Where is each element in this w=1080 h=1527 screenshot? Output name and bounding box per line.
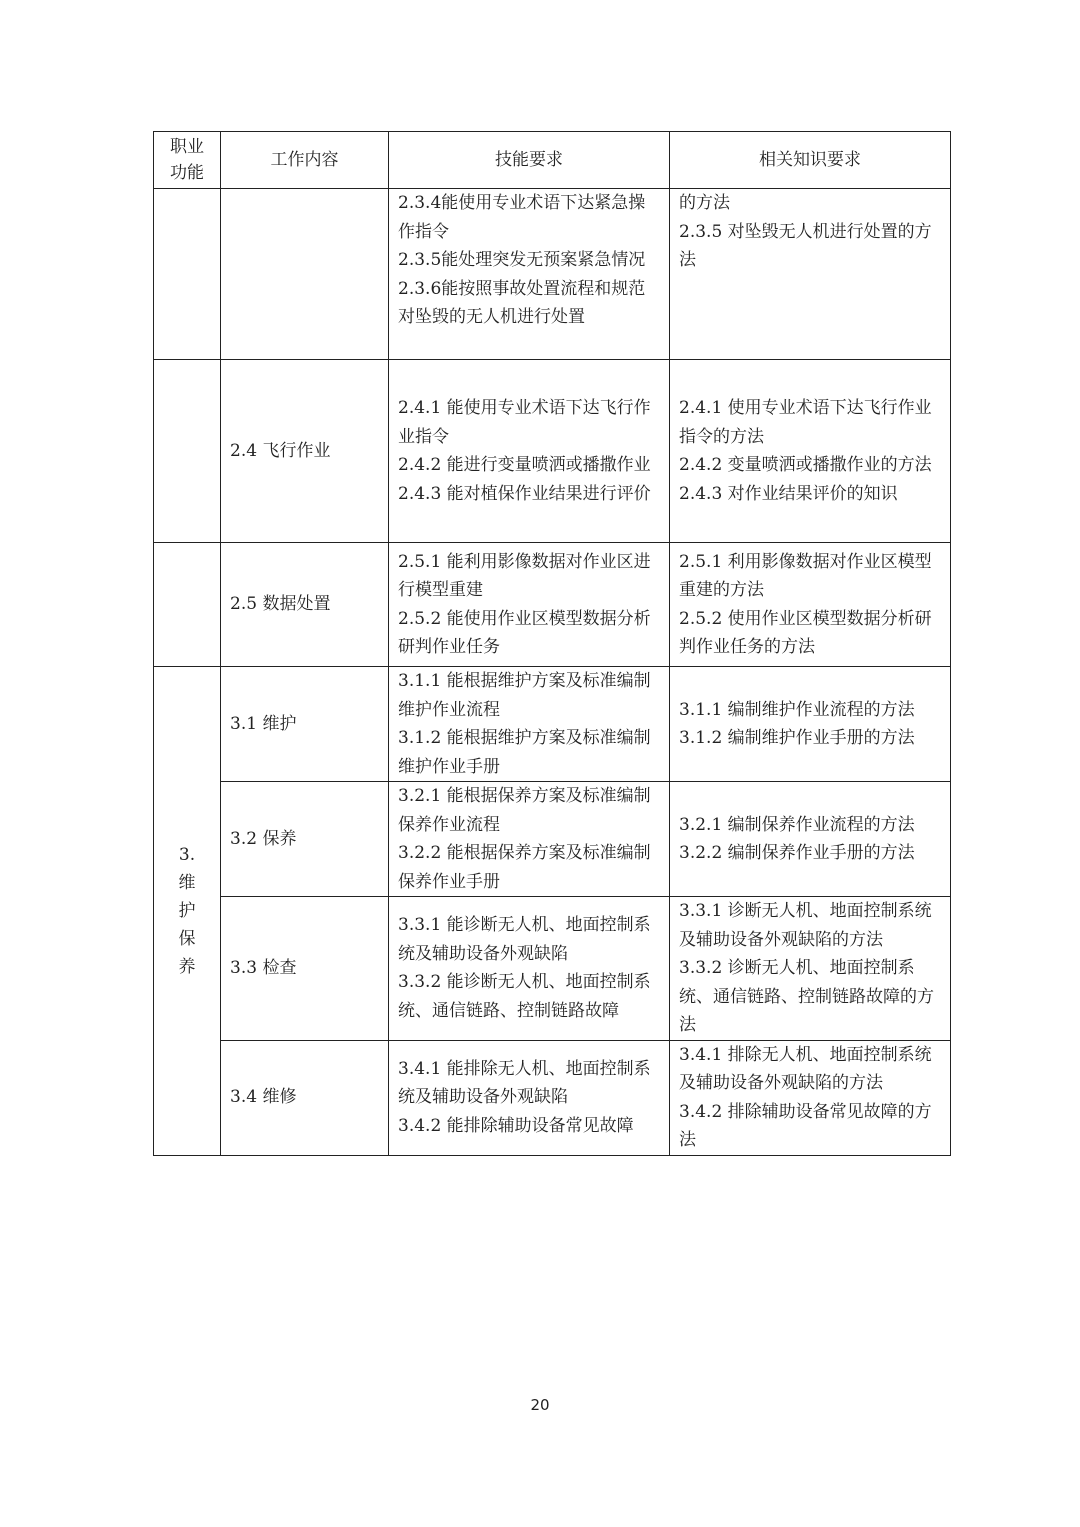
knowledge-item: 3.1.1 编制维护作业流程的方法 xyxy=(679,699,915,720)
skill-cell xyxy=(389,1040,670,1155)
skill-item: 3.2.1 能根据保养方案及标准编制保养作业流程 xyxy=(398,786,651,835)
function-cell-empty xyxy=(154,360,221,543)
skill-cell xyxy=(389,667,670,782)
header-knowledge-requirements: 相关知识要求 xyxy=(670,132,951,189)
knowledge-cell xyxy=(670,189,951,360)
knowledge-item: 3.3.2 诊断无人机、地面控制系统、通信链路、控制链路故障的方法 xyxy=(679,958,934,1035)
knowledge-item: 2.4.3 对作业结果评价的知识 xyxy=(679,483,898,504)
work-content-cell: 3.4 维修 xyxy=(221,1040,389,1155)
skill-item: 2.5.2 能使用作业区模型数据分析研判作业任务 xyxy=(398,608,651,657)
knowledge-item: 3.4.2 排除辅助设备常见故障的方法 xyxy=(679,1101,932,1150)
skill-item: 3.3.2 能诊断无人机、地面控制系统、通信链路、控制链路故障 xyxy=(398,972,651,1021)
skill-cell xyxy=(389,897,670,1041)
header-work-content: 工作内容 xyxy=(221,132,389,189)
function-cell-maintenance: 3. 维 护 保 养 xyxy=(154,667,221,1156)
skill-item: 2.3.4能使用专业术语下达紧急操作指令 xyxy=(398,193,646,242)
table-row xyxy=(154,189,951,360)
skill-item: 3.4.2 能排除辅助设备常见故障 xyxy=(398,1115,634,1136)
header-skill-requirements: 技能要求 xyxy=(389,132,670,189)
table-row xyxy=(154,897,951,1041)
skill-item: 2.4.3 能对植保作业结果进行评价 xyxy=(398,483,651,504)
occupation-standard-table xyxy=(153,131,951,1156)
table-header-row xyxy=(154,132,951,189)
knowledge-item: 2.4.2 变量喷洒或播撒作业的方法 xyxy=(679,455,932,475)
skill-cell xyxy=(389,189,670,360)
knowledge-cell xyxy=(670,897,951,1041)
work-content-cell: 3.1 维护 xyxy=(221,667,389,782)
knowledge-item: 3.2.1 编制保养作业流程的方法 xyxy=(679,814,915,835)
table-row xyxy=(154,1040,951,1155)
table-row xyxy=(154,667,951,782)
skill-item: 3.3.1 能诊断无人机、地面控制系统及辅助设备外观缺陷 xyxy=(398,915,651,964)
knowledge-item: 2.5.1 利用影像数据对作业区模型重建的方法 xyxy=(679,551,932,600)
knowledge-item: 2.4.1 使用专业术语下达飞行作业指令的方法 xyxy=(679,398,932,447)
knowledge-item: 的方法 xyxy=(679,193,730,213)
work-content-cell: 2.5 数据处置 xyxy=(221,543,389,667)
work-content-cell: 2.4 飞行作业 xyxy=(221,360,389,543)
knowledge-cell xyxy=(670,543,951,667)
knowledge-item: 3.2.2 编制保养作业手册的方法 xyxy=(679,843,915,863)
knowledge-cell xyxy=(670,1040,951,1155)
table-row xyxy=(154,782,951,897)
skill-item: 2.3.6能按照事故处置流程和规范对坠毁的无人机进行处置 xyxy=(398,278,646,327)
knowledge-item: 2.3.5 对坠毁无人机进行处置的方法 xyxy=(679,221,932,270)
knowledge-cell xyxy=(670,667,951,782)
work-content-cell: 3.2 保养 xyxy=(221,782,389,897)
skill-cell xyxy=(389,543,670,667)
skill-item: 2.3.5能处理突发无预案紧急情况 xyxy=(398,250,646,270)
knowledge-item: 3.1.2 编制维护作业手册的方法 xyxy=(679,728,915,748)
skill-item: 2.5.1 能利用影像数据对作业区进行模型重建 xyxy=(398,551,651,600)
work-content-cell xyxy=(221,189,389,360)
skill-item: 3.1.1 能根据维护方案及标准编制维护作业流程 xyxy=(398,671,651,720)
skill-item: 3.4.1 能排除无人机、地面控制系统及辅助设备外观缺陷 xyxy=(398,1058,651,1108)
table-row xyxy=(154,543,951,667)
work-content-cell: 3.3 检查 xyxy=(221,897,389,1041)
header-function: 职业 功能 xyxy=(154,132,221,189)
knowledge-item: 3.4.1 排除无人机、地面控制系统及辅助设备外观缺陷的方法 xyxy=(679,1044,932,1093)
table-row xyxy=(154,360,951,543)
knowledge-item: 3.3.1 诊断无人机、地面控制系统及辅助设备外观缺陷的方法 xyxy=(679,901,932,950)
skill-cell xyxy=(389,360,670,543)
page-number: 20 xyxy=(530,1396,550,1414)
knowledge-item: 2.5.2 使用作业区模型数据分析研判作业任务的方法 xyxy=(679,608,932,657)
skill-item: 2.4.1 能使用专业术语下达飞行作业指令 xyxy=(398,398,651,447)
function-cell-empty xyxy=(154,189,221,360)
skill-item: 3.2.2 能根据保养方案及标准编制保养作业手册 xyxy=(398,843,651,892)
skill-item: 3.1.2 能根据维护方案及标准编制维护作业手册 xyxy=(398,728,651,777)
knowledge-cell xyxy=(670,782,951,897)
skill-cell xyxy=(389,782,670,897)
function-cell-empty xyxy=(154,543,221,667)
knowledge-cell xyxy=(670,360,951,543)
skill-item: 2.4.2 能进行变量喷洒或播撒作业 xyxy=(398,455,651,475)
